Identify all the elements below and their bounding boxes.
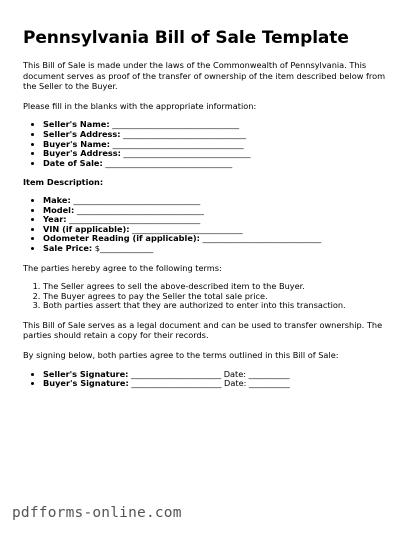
term-item: 3. Both parties assert that they are authorized to enter into this transaction. bbox=[43, 301, 393, 311]
item-fields-list bbox=[23, 196, 393, 254]
field-blank: _____________________________ bbox=[199, 233, 322, 244]
party-fields-list bbox=[23, 120, 393, 168]
intro-paragraph: This Bill of Sale is made under the laws of the Commonwealth of Pennsylvania. This document serves as proof of the transfer of ownership of the item described below from the Seller to the Buyer. bbox=[23, 60, 386, 92]
field-blank: ________________________________ bbox=[109, 138, 244, 149]
item-description-heading: Item Description: bbox=[23, 177, 104, 188]
field-label: Buyer's Address: bbox=[43, 148, 121, 159]
terms-list bbox=[23, 282, 393, 311]
signature-blank: ______________________ Date: __________ bbox=[128, 378, 290, 389]
signature-list bbox=[23, 370, 393, 389]
field-blank: _______________________________ bbox=[109, 119, 240, 130]
item-field bbox=[43, 244, 393, 254]
field-blank: _______________________________ bbox=[120, 148, 251, 159]
field-label: Buyer's Name: bbox=[43, 138, 110, 149]
signature-label: Buyer's Signature: bbox=[43, 378, 129, 389]
field-label: Sale Price: bbox=[43, 242, 93, 253]
instructions-paragraph: Please fill in the blanks with the appropriate information: bbox=[23, 100, 257, 111]
field-label: Year: bbox=[43, 214, 67, 225]
field-label: Model: bbox=[43, 204, 75, 215]
field-blank: ________________________________ bbox=[66, 214, 201, 225]
signing-intro: By signing below, both parties agree to the terms outlined in this Bill of Sale: bbox=[23, 350, 339, 361]
field-blank: _______________________________ bbox=[102, 157, 233, 168]
field-blank: $_____________ bbox=[92, 242, 154, 253]
field-label: Odometer Reading (if applicable): bbox=[43, 233, 200, 244]
field-label: Seller's Address: bbox=[43, 128, 121, 139]
field-label: Make: bbox=[43, 194, 71, 205]
document-title: Pennsylvania Bill of Sale Template bbox=[23, 28, 349, 48]
signature-line bbox=[43, 379, 393, 389]
signature-blank: ______________________ Date: __________ bbox=[128, 368, 290, 379]
field-blank: _______________________________ bbox=[74, 204, 204, 215]
party-field bbox=[43, 159, 393, 169]
terms-intro: The parties hereby agree to the following terms: bbox=[23, 262, 222, 273]
field-blank: ______________________________ bbox=[120, 128, 246, 139]
signature-label: Seller's Signature: bbox=[43, 368, 129, 379]
field-label: VIN (if applicable): bbox=[43, 223, 130, 234]
field-label: Date of Sale: bbox=[43, 157, 103, 168]
document-page bbox=[23, 28, 393, 398]
field-blank: _______________________________ bbox=[70, 194, 201, 205]
term-item: 1. The Seller agrees to sell the above-described item to the Buyer. bbox=[43, 282, 393, 292]
field-label: Seller's Name: bbox=[43, 119, 110, 130]
term-item: 2. The Buyer agrees to pay the Seller the total sale price. bbox=[43, 292, 393, 302]
legal-note: This Bill of Sale serves as a legal document and can be used to transfer ownership. The parties should retain a copy for their records. bbox=[23, 319, 383, 341]
footer-watermark: pdfforms-online.com bbox=[12, 505, 182, 521]
field-blank: ___________________________ bbox=[129, 223, 243, 234]
